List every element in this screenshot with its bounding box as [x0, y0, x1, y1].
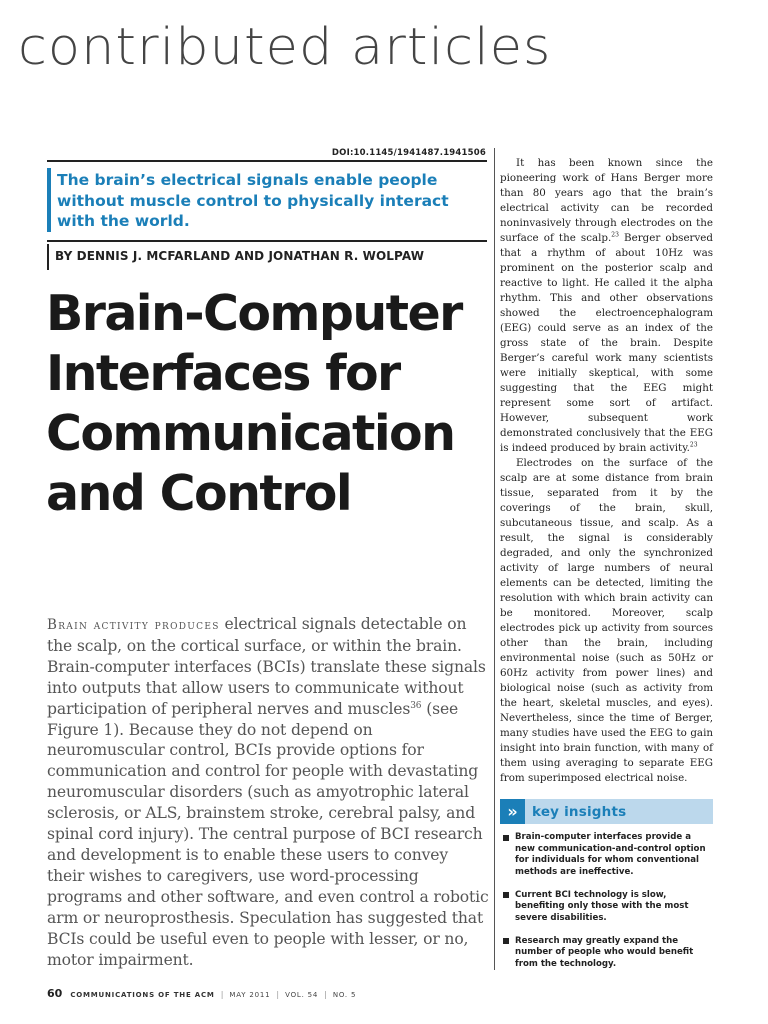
page-footer [47, 987, 356, 1000]
issue-number: NO. 5 [332, 991, 357, 999]
reference-marker: 23 [611, 231, 619, 239]
body-paragraph: Electrodes on the surface of the scalp are at some distance from brain tissue, separated from it by the coverings of the brain, skull, subcutaneous tissue, and scalp. As a result, the signal is considerably degraded, and only the synchronized activity of large numbers of neural elements can be detected, limiting the resolution with which brain activity can be monitored. Moreover, scalp electrodes pick up activity from sources other than the brain, including environmental noise (such as 50Hz or 60Hz activity from power lines) and biological noise (such as activity from the heart, skeletal muscles, and eyes). Nevertheless, since the time of Berger, many studies have used the EEG to gain insight into brain function, with many of them using averaging to separate EEG from superimposed electrical noise. [500, 457, 713, 784]
footer-separator: | [276, 990, 280, 999]
article-title [46, 284, 496, 524]
reference-marker: 23 [689, 441, 698, 449]
key-insights-list [503, 832, 713, 982]
magazine-name: COMMUNICATIONS OF THE ACM [70, 991, 215, 999]
doi-label: DOI:10.1145/1941487.1941506 [331, 148, 486, 158]
body-text: It has been known since the pioneering work of Hans Berger more than 80 years ago that the brain’s electrical activity can be recorded noninvasively through electrodes on the surface of the scalp. [500, 157, 713, 244]
column-divider [494, 148, 495, 970]
key-insights-title: key insights [532, 803, 627, 820]
issue-date: MAY 2011 [229, 991, 271, 999]
key-insights-header [500, 799, 713, 824]
section-header: contributed articles [18, 18, 552, 77]
body-column [500, 156, 713, 786]
byline-accent-bar [47, 244, 49, 270]
key-insight-item: Research may greatly expand the number of people who would benefit from the technology. [503, 936, 713, 971]
title-line: Communication [46, 405, 455, 462]
footer-separator: | [324, 990, 327, 999]
lead-smallcaps: Brain activity produces [47, 617, 220, 633]
lead-text: (see Figure 1). Because they do not depend on neuromuscular control, BCIs provide options for communication and control for people with devastating neuromuscular disorders (such as amyotrophic lateral sclerosis, or ALS, brainstem stroke, cerebral palsy, and spinal cord injury). The central purpose of BCI research and development is to enable these users to convey their wishes to caregivers, use word-processing programs and other software, and even control a robotic arm or neuroprosthesis. Speculation has suggested that BCIs could be useful even to people with lesser, or no, motor impairment. [47, 699, 489, 969]
title-line: and Control [46, 465, 352, 522]
title-line: Interfaces for [46, 345, 400, 402]
footer-separator: | [220, 990, 224, 999]
top-rule [47, 160, 487, 162]
key-insight-item: Current BCI technology is slow, benefiting only those with the most severe disabilities. [503, 890, 713, 925]
title-line: Brain-Computer [46, 285, 462, 342]
issue-volume: VOL. 54 [285, 991, 319, 999]
deck-accent-bar [47, 168, 51, 232]
byline: BY DENNIS J. MCFARLAND AND JONATHAN R. WOLPAW [55, 249, 425, 263]
byline-rule [47, 240, 487, 242]
reference-marker: 36 [410, 700, 422, 711]
body-paragraph [500, 156, 713, 456]
body-text: Berger observed that a rhythm of about 10Hz was prominent on the posterior scalp and reactive to light. He called it the alpha rhythm. This and other observations showed the electroencephalogram (EEG) could serve as an index of the gross state of the brain. Despite Berger’s careful work many scientists were initially skeptical, with some suggesting that the EEG might represent some sort of artifact. However, subsequent work demonstrated conclusively that the EEG is indeed produced by brain activity. [500, 232, 713, 454]
lead-text: electrical signals detectable on the scalp, on the cortical surface, or within the brain. Brain-computer interfaces (BCIs) translate these signals into outputs that allow users to communicate without participation of peripheral nerves and muscles [47, 615, 486, 718]
page-number: 60 [47, 987, 63, 1000]
double-chevron-icon: » [500, 799, 525, 824]
article-deck: The brain’s electrical signals enable people without muscle control to physically interact with the world. [57, 171, 449, 230]
lead-paragraph [47, 614, 489, 970]
key-insight-item: Brain-computer interfaces provide a new communication-and-control option for individuals for whom conventional methods are ineffective. [503, 832, 713, 878]
